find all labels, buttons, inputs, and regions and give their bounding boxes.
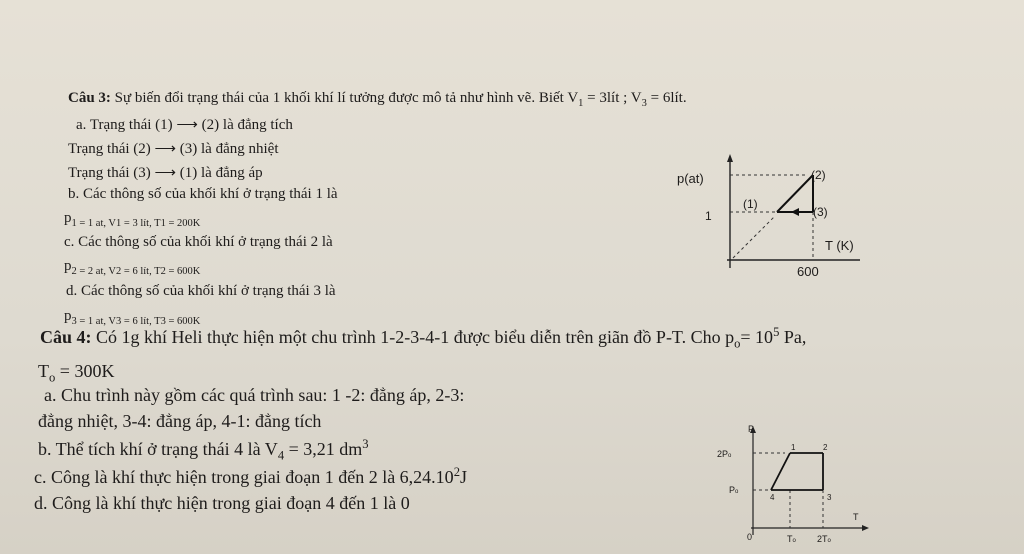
q4-tick-2t0-sub: o — [827, 538, 831, 544]
q3-pt-graph — [675, 150, 875, 280]
q4-tick-t0-main: T — [787, 534, 793, 544]
q3-title: Câu 3: — [68, 90, 111, 106]
q4-tick-p0 — [729, 485, 739, 495]
q4-heading — [40, 325, 806, 352]
q4-p0-sub: o — [734, 336, 741, 351]
q4-point-4: 4 — [770, 493, 775, 502]
q3-c-values: $p_{2 = 2 at, V2 = 6 lít, T2 = 600K}$ — [64, 258, 201, 277]
q3-tick-1: 1 — [705, 209, 712, 223]
q4-b-text: b. Thể tích khí ở trạng thái 4 là V — [38, 439, 278, 459]
q4-tick-2p0-main: 2P — [717, 449, 729, 459]
q3-d-v1: 3 = 1 at, V — [71, 316, 117, 327]
q4-t0-symbol: T — [38, 361, 49, 381]
q3-state3: (3) — [813, 205, 828, 219]
q4-a-line1: a. Chu trình này gồm các quá trình sau: 1 -2: đẳng áp, 2-3: — [44, 385, 465, 405]
q4-x-label: T — [853, 512, 859, 522]
q3-heading: Câu 3: Sự biến đổi trạng thái của 1 khối khí lí tưởng được mô tả như hình vẽ. Biết $V_1$ = 3lít ; $V_3$ = 6lít. — [68, 90, 687, 109]
q3-x-label: T (K) — [825, 238, 854, 253]
q3-c-v1: 2 = 2 at, V — [71, 266, 117, 277]
q3-dash-origin — [733, 216, 775, 258]
q4-p0-unit: Pa, — [779, 327, 807, 347]
q3-v3-sub: 3 — [641, 98, 647, 109]
q4-intro: Có 1g khí Heli thực hiện một chu trình 1-2-3-4-1 được biểu diễn trên giãn đồ P-T. Cho p — [96, 327, 735, 347]
q3-b: b. Các thông số của khối khí ở trạng thái 1 là — [68, 186, 338, 202]
q4-b-exp: 3 — [362, 437, 369, 451]
q4-tick-p0-sub: o — [735, 489, 739, 495]
q4-c-text: c. Công là khí thực hiện trong giai đoạn 1 đến 2 là 6,24.10 — [34, 467, 454, 487]
q4-y-label: P — [748, 424, 755, 434]
q3-b-v1: 1 = 1 at, V — [71, 218, 117, 229]
q4-point-3: 3 — [827, 493, 832, 502]
q4-tick-p0-main: P — [729, 485, 736, 495]
q3-y-label: p(at) — [677, 171, 704, 186]
q4-point-1: 1 — [791, 443, 796, 452]
q4-c — [34, 465, 467, 488]
q4-p0-val: = 10 — [740, 327, 774, 347]
q3-d-v3: 3 = 600K — [160, 316, 201, 327]
q3-a-line2: Trạng thái (2) ⟶ (3) là đẳng nhiệt — [68, 141, 279, 157]
q4-d: d. Công là khí thực hiện trong giai đoạn 4 đến 1 là 0 — [34, 493, 410, 513]
q3-line-1-2 — [777, 175, 813, 212]
q3-b-v3: 1 = 200K — [160, 218, 201, 229]
q4-point-2: 2 — [823, 443, 828, 452]
q4-t0-val: = 300K — [55, 361, 115, 381]
q3-a-line1: a. Trạng thái (1) ⟶ (2) là đẳng tích — [76, 117, 293, 133]
q3-b-values: $p_{1 = 1 at, V1 = 3 lít, T1 = 200K}$ — [64, 210, 201, 229]
q3-v1-val: = 3lít ; V — [583, 90, 642, 106]
q4-a-line2: đẳng nhiệt, 3-4: đẳng áp, 4-1: đẳng tích — [38, 411, 322, 431]
q4-line-4-1 — [771, 453, 790, 490]
q3-d-values: $p_{3 = 1 at, V3 = 6 lít, T3 = 600K}$ — [64, 308, 201, 327]
arrow-up-icon — [727, 154, 733, 162]
q3-c-v2: 2 = 6 lít, T — [116, 266, 161, 277]
q4-tick-2t0-main: 2T — [817, 534, 828, 544]
q3-d: d. Các thông số của khối khí ở trạng thái 3 là — [66, 283, 336, 299]
q4-b-val: = 3,21 dm — [284, 439, 363, 459]
arrow-right-icon — [862, 525, 869, 531]
q4-b — [38, 437, 369, 464]
q4-pt-graph — [715, 420, 875, 550]
q3-v3-val: = 6lít. — [646, 90, 687, 106]
arrow-left-icon — [791, 208, 799, 216]
q3-d-v2: 3 = 6 lít, T — [116, 316, 161, 327]
q3-state2: (2) — [811, 168, 826, 182]
q4-tick-2p0 — [717, 449, 732, 459]
q3-state1: (1) — [743, 197, 758, 211]
q4-title: Câu 4: — [40, 327, 92, 347]
q4-tick-t0 — [787, 534, 797, 544]
q4-t0-sub: o — [49, 370, 56, 385]
q3-intro: Sự biến đổi trạng thái của 1 khối khí lí tưởng được mô tả như hình vẽ. Biết — [114, 90, 564, 106]
q4-origin: 0 — [747, 532, 753, 542]
q3-c: c. Các thông số của khối khí ở trạng thái 2 là — [64, 234, 333, 250]
q4-c-unit: J — [459, 467, 467, 487]
q3-c-v3: 2 = 600K — [160, 266, 201, 277]
q3-tick-600: 600 — [797, 264, 819, 279]
q3-b-v2: 1 = 3 lít, T — [116, 218, 161, 229]
q3-a-line3: Trạng thái (3) ⟶ (1) là đẳng áp — [68, 165, 263, 181]
q4-tick-2p0-sub: o — [728, 453, 732, 459]
q3-v1-sub: 1 — [578, 98, 584, 109]
q4-b-sub: 4 — [277, 448, 285, 463]
q4-tick-2t0 — [817, 534, 832, 544]
q4-p0-exp: 5 — [773, 325, 780, 339]
q4-tick-t0-sub: o — [792, 538, 796, 544]
q4-t0 — [38, 361, 114, 386]
q4-c-exp: 2 — [453, 465, 460, 479]
